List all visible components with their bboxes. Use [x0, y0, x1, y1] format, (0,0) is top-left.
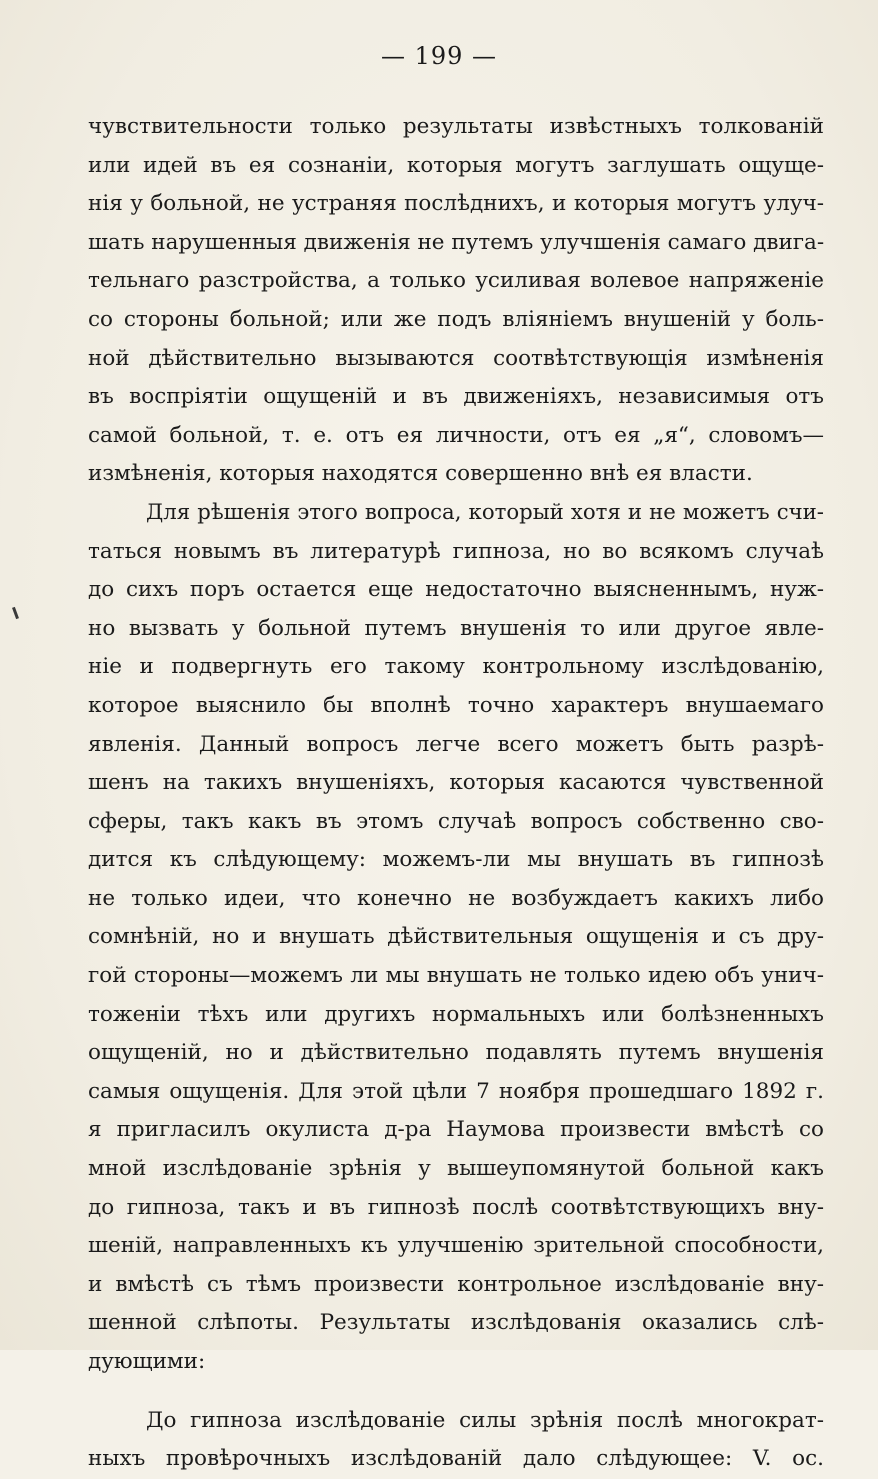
- text-line: гой стороны—можемъ ли мы внушать не только идею объ унич-: [88, 963, 824, 989]
- text-line: тельнаго разстройства, а только усиливая волевое напряженіе: [88, 268, 824, 294]
- text-line: въ воспріятіи ощущеній и въ движеніяхъ, независимыя отъ: [88, 384, 824, 410]
- text-line: таться новымъ въ литературѣ гипноза, но во всякомъ случаѣ: [88, 538, 824, 564]
- text-line: не только идеи, что конечно не возбуждаетъ какихъ либо: [88, 885, 824, 911]
- text-line: мной изслѣдованіе зрѣнія у вышеупомянутой больной какъ: [88, 1156, 824, 1182]
- text-line: самой больной, т. е. отъ ея личности, отъ ея „я“, словомъ—: [88, 422, 824, 448]
- text-line: которое выяснило бы вполнѣ точно характеръ внушаемаго: [88, 692, 824, 718]
- text-line: и вмѣстѣ съ тѣмъ произвести контрольное изслѣдованіе вну-: [88, 1271, 824, 1297]
- paragraph-start-line: Для рѣшенія этого вопроса, который хотя и не можетъ счи-: [146, 499, 824, 525]
- text-line: я пригласилъ окулиста д-ра Наумова произвести вмѣстѣ со: [88, 1117, 824, 1143]
- text-line: или идей въ ея сознаніи, которыя могутъ заглушать ощуще-: [88, 152, 824, 178]
- text-line: ніе и подвергнуть его такому контрольному изслѣдованію,: [88, 654, 824, 680]
- margin-mark: [12, 607, 19, 619]
- text-line: ощущеній, но и дѣйствительно подавлять путемъ внушенія: [88, 1040, 824, 1066]
- text-line: чувствительности только результаты извѣстныхъ толкованій: [88, 114, 824, 139]
- text-line: со стороны больной; или же подъ вліяніемъ внушеній у боль-: [88, 306, 824, 332]
- text-line: ной дѣйствительно вызываются соотвѣтствующія измѣненія: [88, 345, 824, 371]
- text-line: шать нарушенныя движенія не путемъ улучшенія самаго двига-: [88, 229, 824, 255]
- text-line: шенъ на такихъ внушеніяхъ, которыя касаются чувственной: [88, 770, 824, 796]
- text-line: шенной слѣпоты. Результаты изслѣдованія оказались слѣ-: [88, 1310, 824, 1336]
- text-line: тоженіи тѣхъ или другихъ нормальныхъ или болѣзненныхъ: [88, 1001, 824, 1027]
- text-line: шеній, направленныхъ къ улучшенію зрительной способности,: [88, 1233, 824, 1259]
- text-line: ныхъ провѣрочныхъ изслѣдованій дало слѣдующее: V. ос.: [88, 1446, 824, 1472]
- text-line: нія у больной, не устраняя послѣднихъ, и которыя могутъ улуч-: [88, 191, 824, 217]
- text-line: дится къ слѣдующему: можемъ-ли мы внушать въ гипнозѣ: [88, 847, 824, 873]
- text-line: дующими:: [88, 1349, 206, 1374]
- text-line: но вызвать у больной путемъ внушенія то или другое явле-: [88, 615, 824, 641]
- paragraph-start-line: До гипноза изслѣдованіе силы зрѣнія послѣ многократ-: [146, 1407, 824, 1433]
- text-line: явленія. Данный вопросъ легче всего можетъ быть разрѣ-: [88, 731, 824, 757]
- text-line: сферы, такъ какъ въ этомъ случаѣ вопросъ собственно сво-: [88, 808, 824, 834]
- text-line: самыя ощущенія. Для этой цѣли 7 ноября прошедшаго 1892 г.: [88, 1078, 824, 1104]
- page-number: — 199 —: [380, 42, 498, 70]
- text-line: до гипноза, такъ и въ гипнозѣ послѣ соотвѣтствующихъ вну-: [88, 1194, 824, 1220]
- text-line: до сихъ поръ остается еще недостаточно выясненнымъ, нуж-: [88, 577, 824, 603]
- body-text: [88, 108, 824, 1479]
- text-line: измѣненія, которыя находятся совершенно внѣ ея власти.: [88, 461, 753, 487]
- text-line: сомнѣній, но и внушать дѣйствительныя ощущенія и съ дру-: [88, 924, 824, 950]
